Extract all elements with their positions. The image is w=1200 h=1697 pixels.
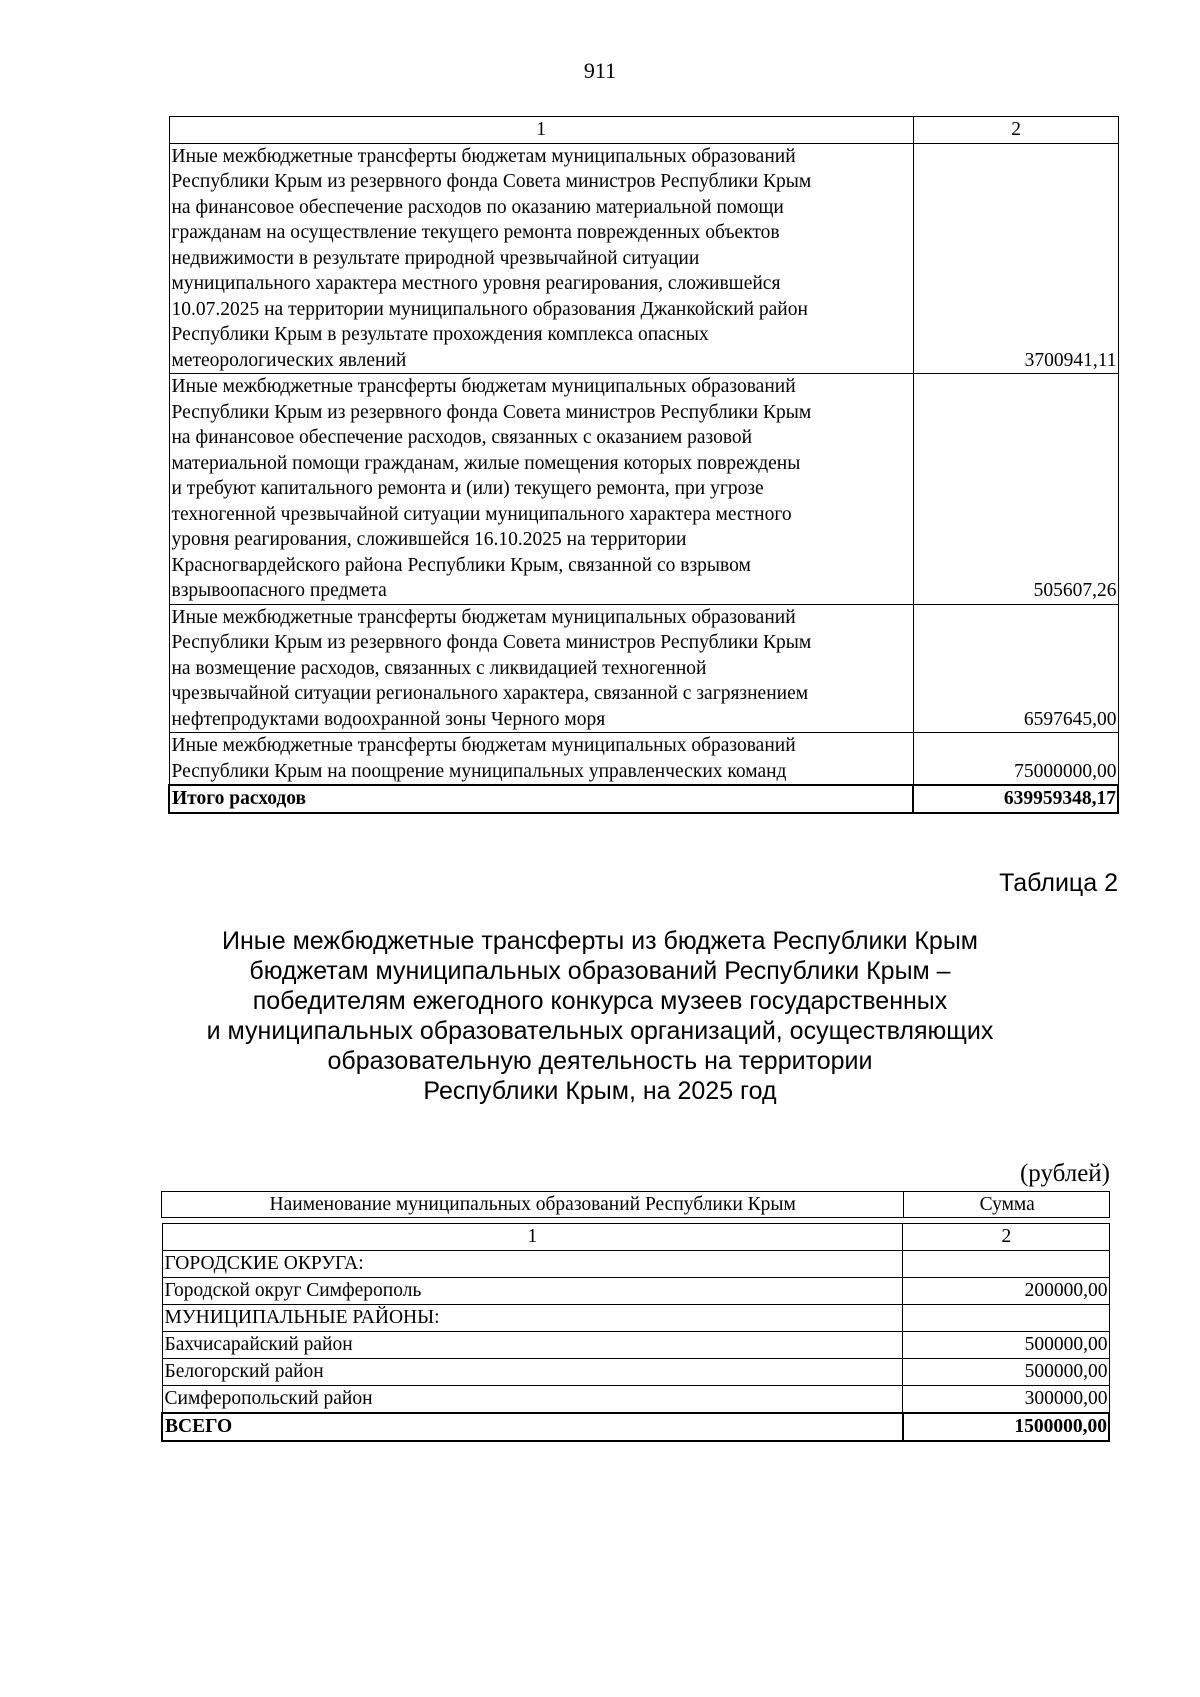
table-row xyxy=(162,1332,1109,1359)
row-amount: 6597645,00 xyxy=(913,604,1118,733)
row-name: Симферопольский район xyxy=(162,1386,903,1414)
row-description: Иные межбюджетные трансферты бюджетам муниципальных образований Республики Крым из резервного фонда Совета министров Республики Крым на финансовое обеспечение расходов, связанных с оказанием разовой материальной помощи гражданам, жилые помещения которых повреждены и требуют капитального ремонта и (или) текущего ремонта, при угрозе техногенной чрезвычайной ситуации муниципального характера местного уровня реагирования, сложившейся 16.10.2025 на территории Красногвардейского района Республики Крым, связанной со взрывом взрывоопасного предмета xyxy=(169,374,913,605)
table-row xyxy=(169,143,1118,374)
table-row xyxy=(162,1305,1109,1332)
table-header-row xyxy=(162,1192,1110,1218)
table-row xyxy=(162,1386,1109,1414)
table-row xyxy=(162,1251,1109,1278)
municipalities-table-header xyxy=(161,1191,1110,1218)
table-row xyxy=(169,604,1118,733)
municipalities-table xyxy=(161,1223,1110,1442)
column-number-1: 1 xyxy=(169,117,913,144)
unit-label: (рублей) xyxy=(1019,1160,1110,1187)
table-header-row xyxy=(169,117,1118,144)
total-row xyxy=(162,1413,1109,1441)
total-row xyxy=(169,785,1118,813)
expenses-table xyxy=(168,116,1119,814)
table-row xyxy=(162,1278,1109,1305)
row-name: Бахчисарайский район xyxy=(162,1332,903,1359)
total-amount: 639959348,17 xyxy=(913,785,1118,813)
row-amount: 500000,00 xyxy=(903,1332,1109,1359)
row-name: ГОРОДСКИЕ ОКРУГА: xyxy=(162,1251,903,1278)
header-sum: Сумма xyxy=(904,1192,1110,1218)
row-amount: 75000000,00 xyxy=(913,733,1118,786)
row-name: МУНИЦИПАЛЬНЫЕ РАЙОНЫ: xyxy=(162,1305,903,1332)
column-number-2: 2 xyxy=(903,1224,1109,1251)
column-number-2: 2 xyxy=(913,117,1118,144)
total-amount: 1500000,00 xyxy=(903,1413,1109,1441)
row-name: Городской округ Симферополь xyxy=(162,1278,903,1305)
table-row xyxy=(169,733,1118,786)
table-row xyxy=(169,374,1118,605)
row-amount: 3700941,11 xyxy=(913,143,1118,374)
column-numbers-row xyxy=(162,1224,1109,1251)
row-description: Иные межбюджетные трансферты бюджетам муниципальных образований Республики Крым на поощрение муниципальных управленческих команд xyxy=(169,733,913,786)
row-name: Белогорский район xyxy=(162,1359,903,1386)
row-amount xyxy=(903,1251,1109,1278)
page-number: 911 xyxy=(583,58,617,83)
row-amount: 500000,00 xyxy=(903,1359,1109,1386)
total-label: Итого расходов xyxy=(169,785,913,813)
row-amount: 200000,00 xyxy=(903,1278,1109,1305)
table-2-label: Таблица 2 xyxy=(999,869,1118,897)
table-row xyxy=(162,1359,1109,1386)
total-label: ВСЕГО xyxy=(162,1413,903,1441)
row-amount xyxy=(903,1305,1109,1332)
table-2-title: Иные межбюджетные трансферты из бюджета Республики Крым бюджетам муниципальных образований Республики Крым – победителям ежегодного конкурса музеев государственных и муниципальных образовательных организаций, осуществляющих образовательную деятельность на территории Республики Крым, на 2025 год xyxy=(206,927,994,1105)
header-name: Наименование муниципальных образований Республики Крым xyxy=(162,1192,904,1218)
row-description: Иные межбюджетные трансферты бюджетам муниципальных образований Республики Крым из резервного фонда Совета министров Республики Крым на возмещение расходов, связанных с ликвидацией техногенной чрезвычайной ситуации регионального характера, связанной с загрязнением нефтепродуктами водоохранной зоны Черного моря xyxy=(169,604,913,733)
row-amount: 505607,26 xyxy=(913,374,1118,605)
row-description: Иные межбюджетные трансферты бюджетам муниципальных образований Республики Крым из резервного фонда Совета министров Республики Крым на финансовое обеспечение расходов по оказанию материальной помощи гражданам на осуществление текущего ремонта поврежденных объектов недвижимости в результате природной чрезвычайной ситуации муниципального характера местного уровня реагирования, сложившейся 10.07.2025 на территории муниципального образования Джанкойский район Республики Крым в результате прохождения комплекса опасных метеорологических явлений xyxy=(169,143,913,374)
row-amount: 300000,00 xyxy=(903,1386,1109,1414)
column-number-1: 1 xyxy=(162,1224,903,1251)
